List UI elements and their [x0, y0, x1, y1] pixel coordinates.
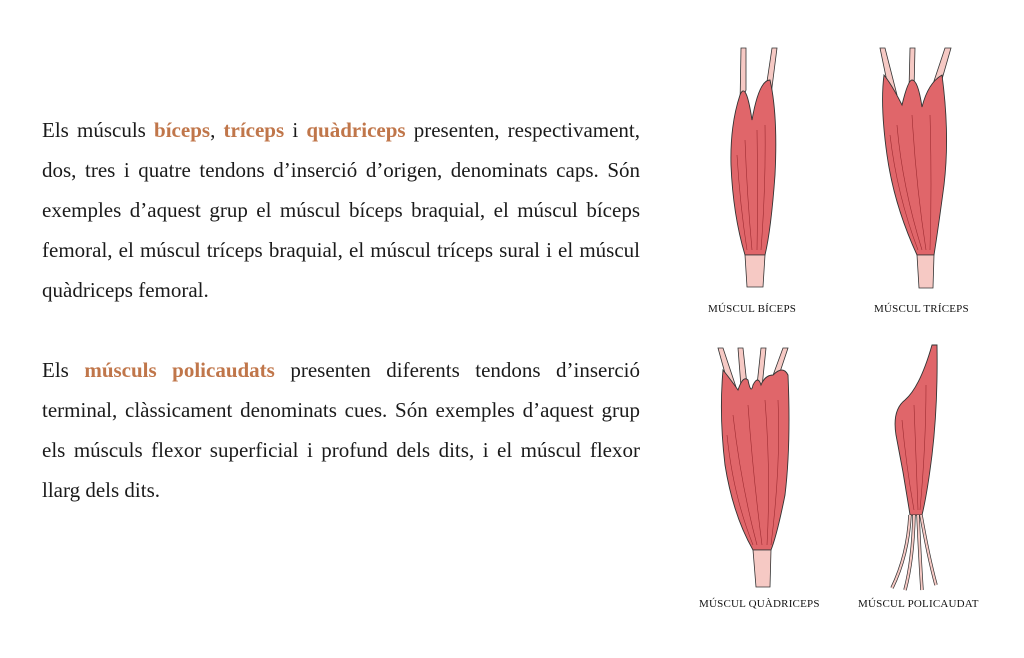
highlight-biceps: bíceps — [154, 118, 211, 142]
text-run: i — [284, 118, 307, 142]
biceps-muscle-illustration — [715, 45, 795, 295]
caption-policaudat: MÚSCUL POLICAUDAT — [858, 598, 979, 610]
caption-triceps: MÚSCUL TRÍCEPS — [874, 303, 969, 315]
triceps-muscle-illustration — [872, 45, 962, 295]
paragraph-multicipital — [42, 110, 640, 310]
text-run: Els músculs — [42, 118, 155, 142]
text-run: , — [210, 118, 224, 142]
highlight-triceps: tríceps — [223, 118, 285, 142]
paragraph-policaudats — [42, 350, 640, 510]
text-run: presenten, respectivament, dos, tres i quatre tendons d’inserció d’origen, denominats caps. Són exemples d’aquest grup el múscul bíceps braquial, el múscul bíceps femoral, el múscul tríceps braquial, el múscul tríceps sural i el múscul quàdriceps femoral. — [42, 118, 641, 302]
highlight-quadriceps: quàdriceps — [306, 118, 406, 142]
quadriceps-muscle-illustration — [713, 345, 803, 595]
highlight-policaudats: músculs policaudats — [84, 358, 275, 382]
text-column — [42, 110, 640, 510]
policaudat-muscle-illustration — [880, 345, 950, 595]
caption-quadriceps: MÚSCUL QUÀDRICEPS — [699, 598, 820, 610]
text-run: Els — [42, 358, 85, 382]
caption-biceps: MÚSCUL BÍCEPS — [708, 303, 797, 315]
text-run: presenten diferents tendons d’inserció terminal, clàssicament denominats cues. Són exemples d’aquest grup els músculs flexor superficial i profund dels dits, i el múscul flexor llarg dels dits. — [42, 358, 641, 502]
